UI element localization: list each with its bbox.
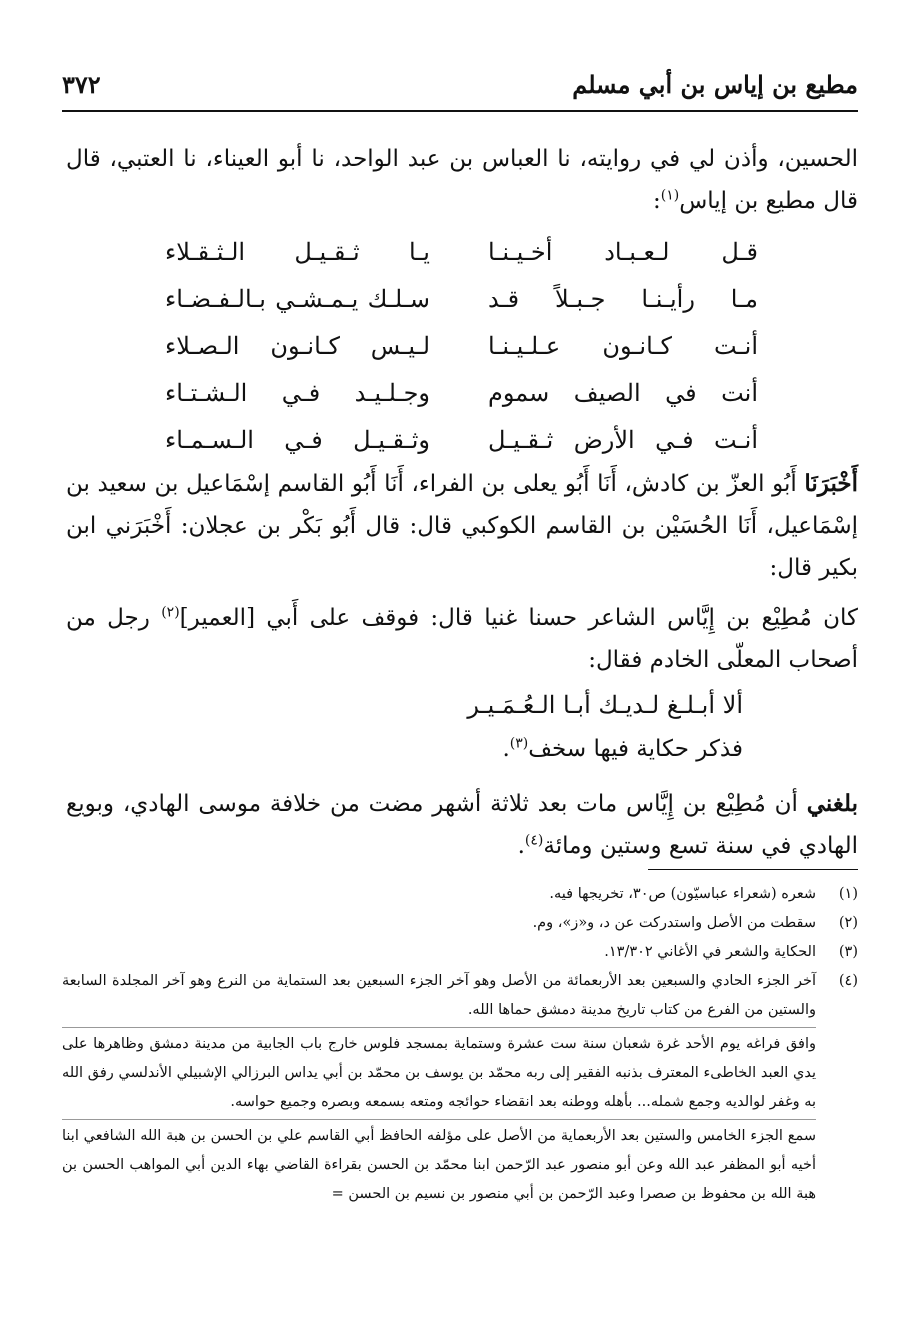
footnote bbox=[62, 909, 858, 938]
verse-second-hemistich: وجـلـيـد فـي الـشـتـاء bbox=[165, 378, 430, 407]
story-paragraph bbox=[66, 597, 858, 681]
footnote-text bbox=[62, 967, 816, 1209]
intro-paragraph bbox=[66, 138, 858, 222]
isnad-paragraph bbox=[66, 463, 858, 589]
after-verse-line bbox=[66, 729, 743, 769]
page-number: ٣٧٢ bbox=[62, 70, 101, 99]
verse-first-hemistich: مـا رأيـنـا جـبـلاً قـد bbox=[488, 284, 758, 313]
verse-first-hemistich: قـل لـعـبـاد أخـيـنـا bbox=[488, 237, 758, 266]
page-header bbox=[62, 60, 858, 112]
footnote-paragraph: آخر الجزء الحادي والسبعين بعد الأربعمائة من الأصل وهو آخر الجزء السبعين بعد الستماية من النرع وهو آخر المجلدة السابعة والستين من الفرع من كتاب تاريخ مدينة دمشق حماها الله. bbox=[62, 973, 816, 1018]
intro-tail: : bbox=[652, 188, 661, 214]
footnote-ref-4[interactable]: (٤) bbox=[524, 832, 544, 849]
closing-paragraph bbox=[66, 783, 858, 867]
intro-text: الحسين، وأذن لي في روايته، نا العباس بن عبد الواحد، نا أبو العيناء، نا العتبي، قال قال مطيع بن إياس bbox=[66, 146, 858, 214]
footnote-number: (١) bbox=[838, 886, 858, 902]
footnotes bbox=[62, 880, 858, 1209]
footnote-ref-3[interactable]: (٣) bbox=[509, 735, 529, 752]
verse-line bbox=[66, 416, 858, 463]
isnad-lead: أَخْبَرَنَا bbox=[804, 470, 859, 497]
footnote-text: سقطت من الأصل واستدركت عن د، و«ز»، وم. bbox=[532, 915, 816, 931]
closing-text: أن مُطِيْع بن إِيَّاس مات بعد ثلاثة أشهر مضت من خلافة موسى الهادي، وبويع الهادي في سنة تسع وستين ومائة bbox=[66, 791, 858, 859]
footnote-paragraph: وافق فراغه يوم الأحد غرة شعبان سنة ست عشرة وستماية بمسجد فلوس خارج باب الجابية من مدينة دمشق وظاهرها على يدي العبد الخاطىء المعترف بذنبه الفقير إلى ربه محمّد بن يوسف بن محمّد بن أبي يداس البرزالي الإشبيلي الأندلسي رفق الله به وغفر لوالديه وجمع شمله... بأهله ووطنه بعد انقضاء حوائجه ومتعه بسمعه وبصره وجميع حواسه. bbox=[62, 1036, 816, 1110]
footnote-number: (٣) bbox=[838, 944, 858, 960]
verse-line bbox=[66, 369, 858, 416]
footnote-number: (٢) bbox=[838, 915, 858, 931]
footnote-number: (٤) bbox=[838, 973, 858, 989]
main-text bbox=[66, 138, 858, 867]
story-text-1: كان مُطِيْع بن إِيَّاس الشاعر حسنا غنيا قال: فوقف على أَبي [العمير] bbox=[179, 605, 859, 631]
verse-first-hemistich: أنـت كـانـون عـلـيـنـا bbox=[488, 331, 758, 360]
single-verse: ألا أبـلـغ لـديـك أبـا الـعُـمَـيـر bbox=[467, 691, 743, 719]
footnote-text: الحكاية والشعر في الأغاني ١٣/٣٠٢. bbox=[604, 944, 816, 960]
footnote-separator bbox=[62, 1119, 816, 1120]
verse-first-hemistich: أنـت فـي الأرض ثـقـيـل bbox=[488, 425, 758, 454]
footnote bbox=[62, 967, 858, 1209]
closing-tail: . bbox=[517, 833, 525, 859]
after-verse-text: فذكر حكاية فيها سخف bbox=[528, 736, 743, 762]
isnad-text: أَبُو العزّ بن كادش، أَنَا أَبُو يعلى بن الفراء، أَنَا أَبُو القاسم إسْمَاعيل بن سعيد بن إسْمَاعيل، أَنَا الحُسَيْن بن القاسم الكوكبي قال: قال أَبُو بَكْر بن عجلان: أَخْبَرَني ابن بكير قال: bbox=[66, 471, 858, 581]
story-text-2: رجل من أصحاب المعلّى الخادم فقال: bbox=[66, 605, 858, 673]
footnote-text: شعره (شعراء عباسيّون) ص٣٠، تخريجها فيه. bbox=[549, 886, 816, 902]
footnote bbox=[62, 938, 858, 967]
running-title: مطيع بن إياس بن أبي مسلم bbox=[572, 70, 858, 99]
footnote bbox=[62, 880, 858, 909]
footnote-paragraph: سمع الجزء الخامس والستين بعد الأربعماية من الأصل على مؤلفه الحافظ أبي القاسم علي بن الحسن بن هبة الله الشافعي ابنا أخيه أبو المظفر عبد الله وعن أبو منصور عبد الرّحمن ابنا محمّد بن الحسن بقراءة القاضي بهاء الدين أبي المواهب الحسن بن هبة الله بن محفوظ بن صصرا وعبد الرّحمن بن أبي منصور بن نسيم بن الحسن = bbox=[62, 1128, 816, 1202]
verse-second-hemistich: وثـقـيـل فـي الـسـمـاء bbox=[165, 425, 430, 454]
verse-line bbox=[66, 228, 858, 275]
closing-lead: بلغني bbox=[806, 790, 858, 817]
footnote-ref-1[interactable]: (١) bbox=[660, 187, 680, 204]
poem bbox=[66, 228, 858, 463]
verse-first-hemistich: أنت في الصيف سموم bbox=[488, 378, 758, 407]
after-verse-tail: . bbox=[502, 736, 510, 762]
verse-second-hemistich: سـلـك يـمـشـي بـالـفـضـاء bbox=[165, 284, 430, 313]
footnote-separator bbox=[62, 1027, 816, 1028]
footnote-divider bbox=[648, 869, 858, 870]
verse-line bbox=[66, 275, 858, 322]
verse-line bbox=[66, 322, 858, 369]
footnote-ref-2[interactable]: (٢) bbox=[161, 604, 180, 621]
verse-second-hemistich: لـيـس كـانـون الـصـلاء bbox=[165, 331, 430, 360]
verse-second-hemistich: يـا ثـقـيـل الـثـقـلاء bbox=[165, 237, 430, 266]
